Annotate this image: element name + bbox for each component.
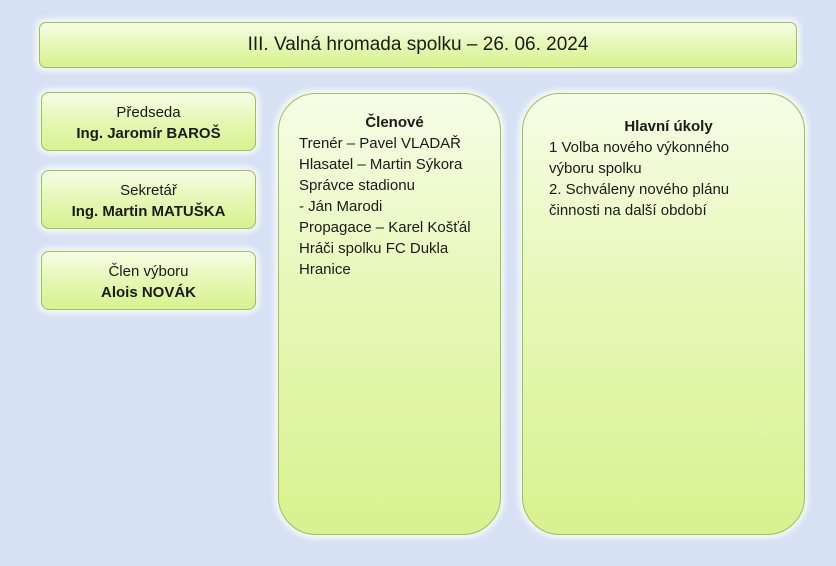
role-person-name: Ing. Jaromír BAROŠ — [76, 125, 221, 142]
task-line: výboru spolku — [549, 160, 642, 177]
main-tasks-heading: Hlavní úkoly — [624, 118, 713, 135]
main-tasks-box — [522, 93, 805, 535]
members-line: Správce stadionu — [299, 177, 415, 194]
members-box — [278, 93, 501, 535]
role-box-chairman — [41, 92, 256, 151]
role-box-committee-member — [41, 251, 256, 310]
role-box-secretary — [41, 170, 256, 229]
members-line: - Ján Marodi — [299, 198, 383, 215]
meeting-title: III. Valná hromada spolku – 26. 06. 2024 — [247, 34, 589, 55]
role-label: Předseda — [116, 104, 181, 121]
members-line: Trenér – Pavel VLADAŘ — [299, 135, 462, 152]
role-label: Sekretář — [120, 182, 177, 199]
members-line: Hlasatel – Martin Sýkora — [299, 156, 463, 173]
role-person-name: Alois NOVÁK — [100, 284, 196, 301]
members-line: Propagace – Karel Košťál — [299, 219, 471, 236]
role-person-name: Ing. Martin MATUŠKA — [71, 203, 226, 220]
meeting-title-box — [39, 22, 797, 68]
task-line: činnosti na další období — [549, 202, 707, 219]
task-line: 2. Schváleny nového plánu — [549, 181, 730, 198]
members-line: Hráči spolku FC Dukla — [299, 240, 449, 257]
members-line: Hranice — [299, 261, 351, 278]
members-heading: Členové — [365, 114, 424, 131]
role-label: Člen výboru — [108, 263, 189, 280]
task-line: 1 Volba nového výkonného — [549, 139, 730, 156]
